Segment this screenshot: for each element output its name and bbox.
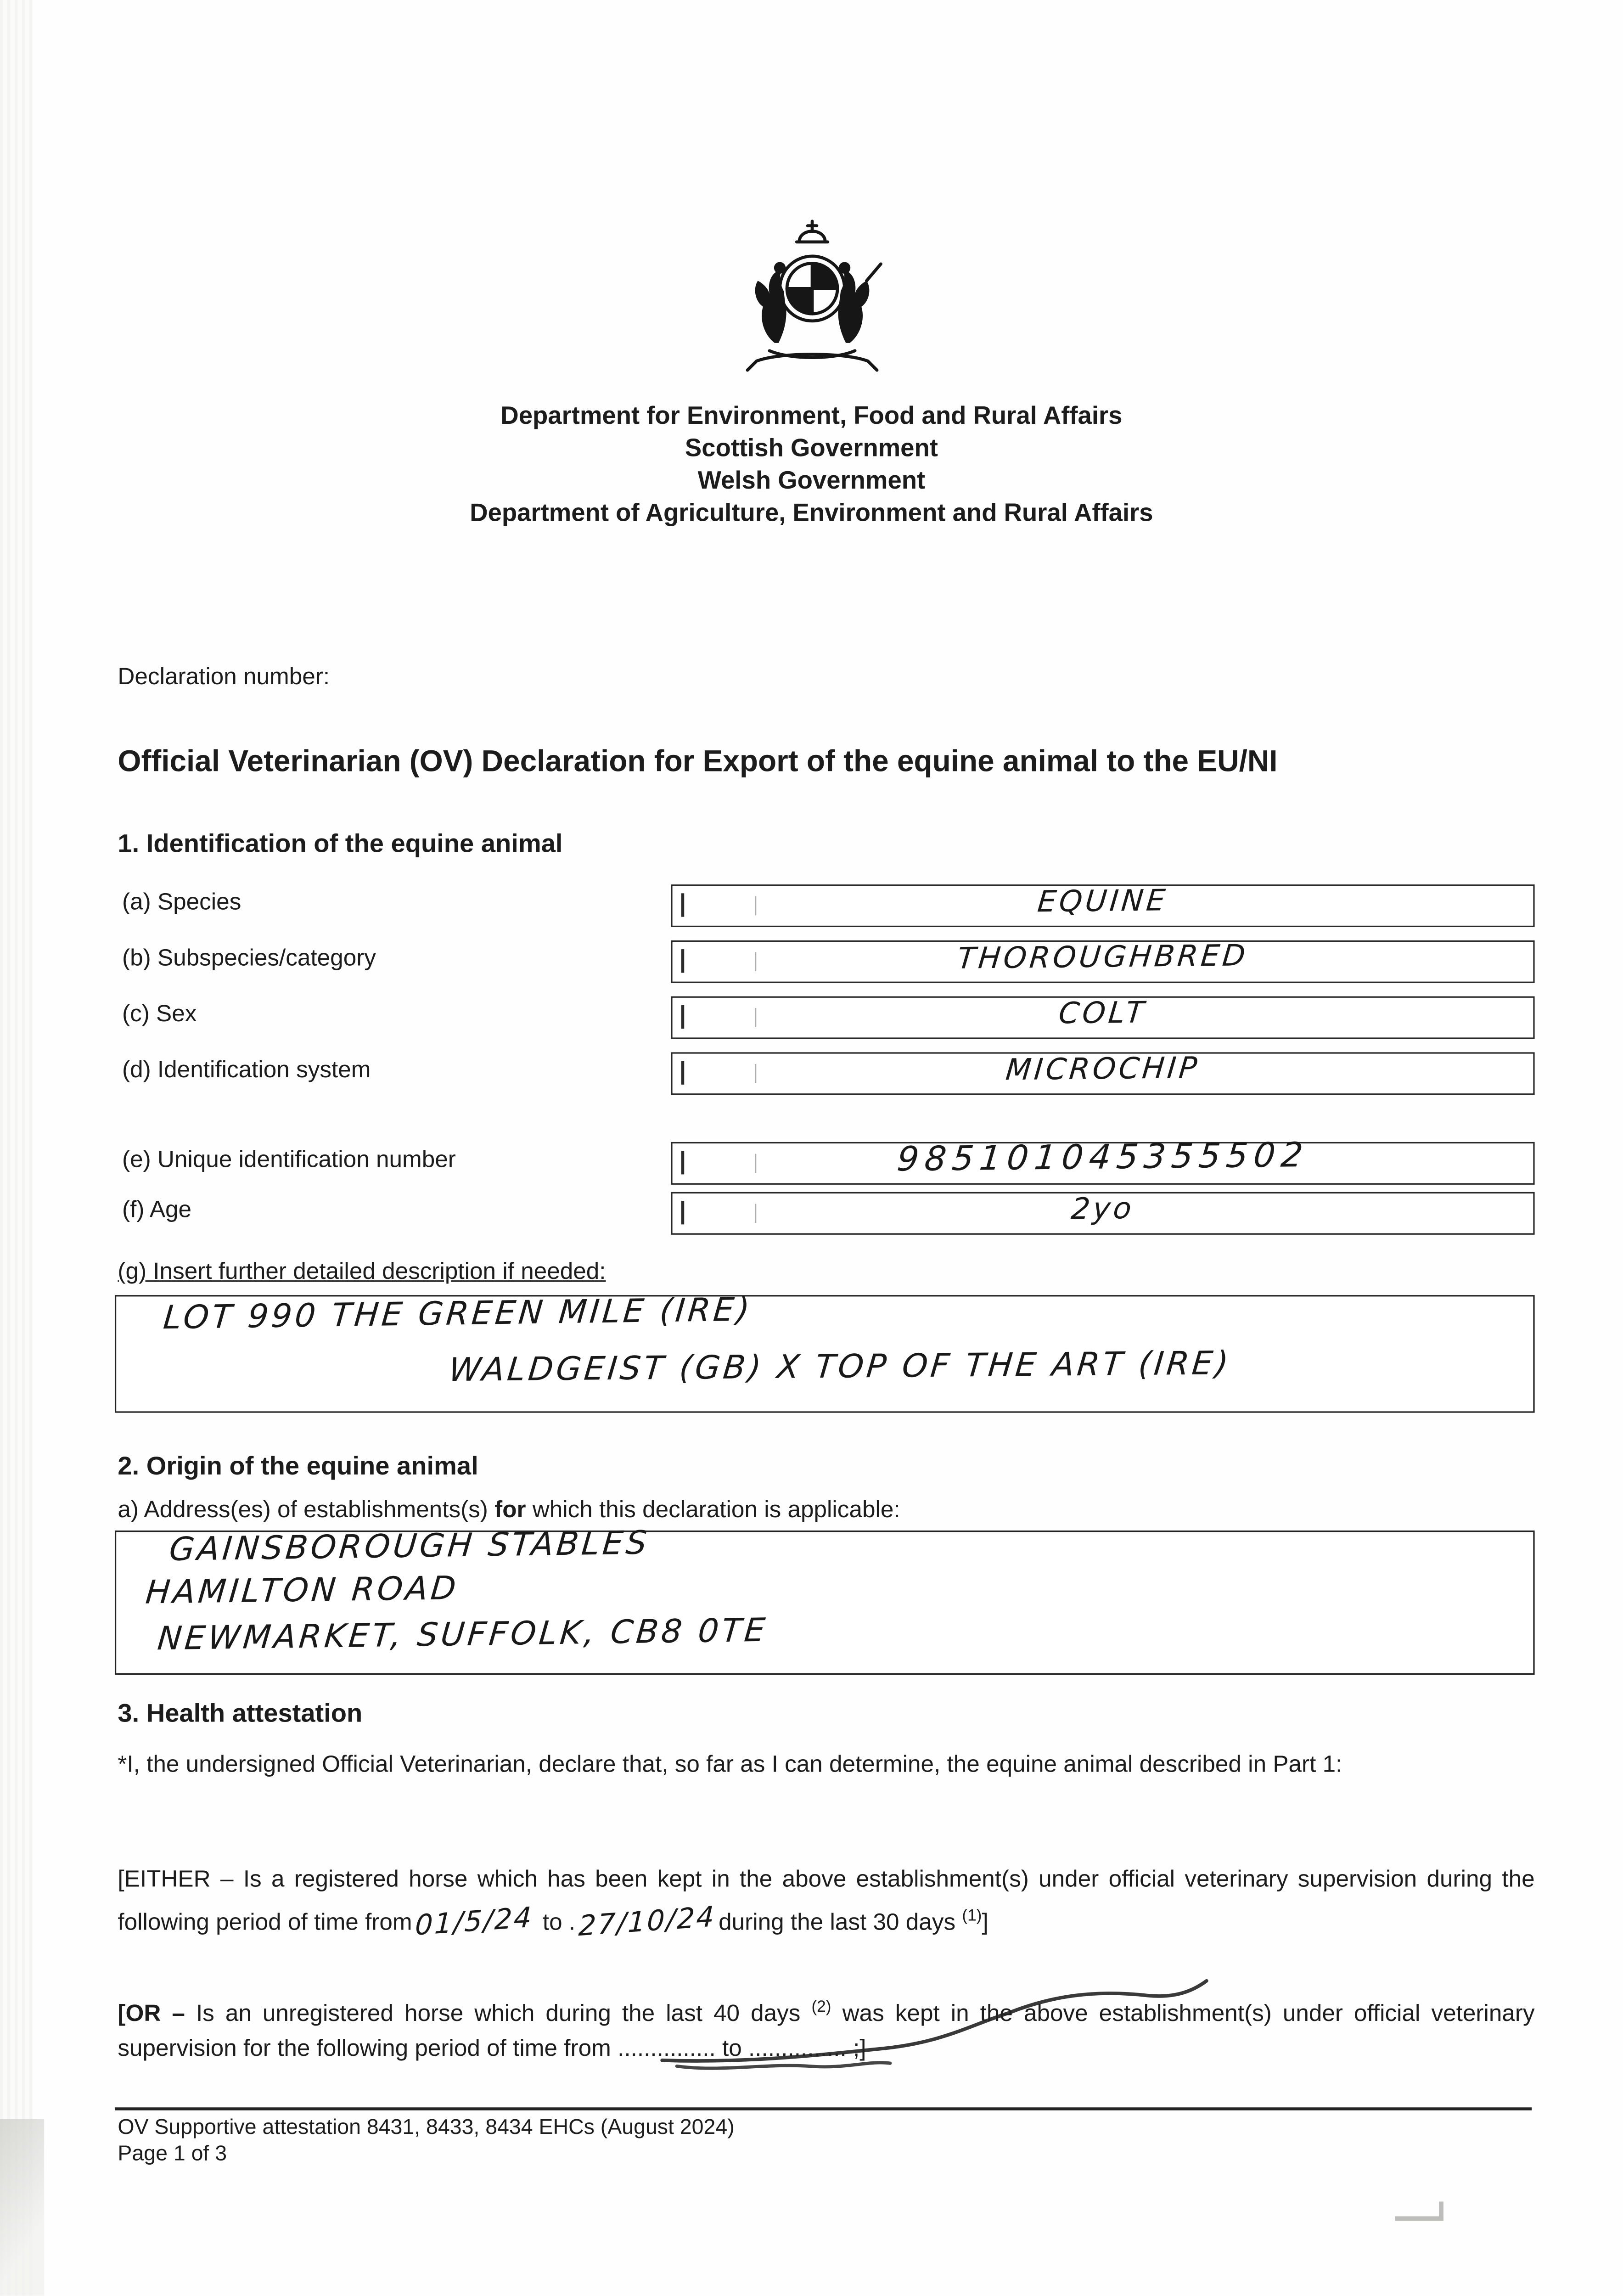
address-label-suffix: which this declaration is applicable: (526, 1498, 900, 1523)
scan-corner-artifact (0, 2119, 44, 2296)
address-field[interactable] (115, 1525, 1535, 1675)
field-label: (f) Age (122, 1198, 192, 1223)
either-text-close: ] (982, 1910, 988, 1936)
further-description-label: (g) Insert further detailed description if needed: (118, 1260, 606, 1285)
handwritten-address-line2: HAMILTON ROAD (144, 1571, 461, 1612)
org-line-daera: Department of Agriculture, Environment and Rural Affairs (470, 499, 1153, 527)
declaration-number-label: Declaration number: (118, 665, 330, 691)
handwritten-date-from: 01/5/24 (415, 1902, 534, 1943)
handwritten-value: EQUINE (1036, 882, 1170, 919)
sex-field[interactable] (671, 996, 1534, 1039)
handwritten-value: COLT (1057, 994, 1149, 1031)
or-text-part2: was kept in the above establishment(s) under official veterinary supervision for the following period of time from ............... to ............... ;] (118, 2002, 1535, 2062)
footer-attestation-ref: OV Supportive attestation 8431, 8433, 8434 EHCs (August 2024) (118, 2116, 735, 2140)
handwritten-value: MICROCHIP (1004, 1049, 1202, 1087)
field-row-sex (0, 996, 1623, 1036)
handwritten-description-line2: WALDGEIST (GB) X TOP OF THE ART (IRE) (447, 1346, 1233, 1390)
address-label-bold: for (494, 1498, 526, 1523)
royal-coat-of-arms-icon (715, 215, 910, 386)
footer-page-number: Page 1 of 3 (118, 2143, 227, 2167)
address-label-prefix: a) Address(es) of establishments(s) (118, 1498, 495, 1523)
age-field[interactable] (671, 1192, 1534, 1235)
org-line-welsh: Welsh Government (697, 466, 926, 495)
field-row-species (0, 884, 1623, 924)
field-label: (a) Species (122, 890, 241, 916)
field-row-subspecies (0, 937, 1623, 980)
handwritten-date-to: 27/10/24 (578, 1901, 716, 1944)
footnote-ref-1: (1) (962, 1907, 982, 1925)
field-label: (d) Identification system (122, 1058, 371, 1083)
or-clause (118, 1990, 1534, 2068)
handwritten-value: 985101045355502 (895, 1137, 1310, 1180)
footer-divider (115, 2107, 1532, 2110)
subspecies-field[interactable] (671, 937, 1534, 983)
field-label: (e) Unique identification number (122, 1148, 456, 1173)
handwritten-address-line1: GAINSBOROUGH STABLES (167, 1525, 651, 1570)
either-text-suffix: during the last 30 days (719, 1910, 962, 1936)
or-text-part1: Is an unregistered horse which during the last 40 days (196, 2002, 812, 2027)
either-clause (118, 1863, 1535, 1944)
address-label (118, 1498, 900, 1525)
section3-heading: 3. Health attestation (118, 1698, 363, 1728)
field-row-identification-system (0, 1049, 1623, 1092)
footnote-ref-2: (2) (811, 1998, 831, 2016)
field-label: (c) Sex (122, 1002, 197, 1027)
unique-id-field[interactable] (671, 1137, 1534, 1185)
header-departments (0, 400, 1623, 530)
handwritten-description-line1: LOT 990 THE GREEN MILE (IRE) (162, 1292, 754, 1338)
attestation-intro: *I, the undersigned Official Veterinarian, declare that, so far as I can determine, the equine animal described in Part 1: (118, 1752, 1342, 1778)
either-text-prefix: [EITHER – Is a registered horse which has been kept in the above establishment(s) under official veterinary supervision during the following period of time from (118, 1867, 1535, 1936)
org-line-scottish: Scottish Government (685, 434, 938, 462)
identification-system-field[interactable] (671, 1049, 1534, 1095)
species-field[interactable] (671, 884, 1534, 927)
section1-heading: 1. Identification of the equine animal (118, 828, 563, 858)
scan-mark-artifact (1395, 2201, 1443, 2221)
field-label: (b) Subspecies/category (122, 946, 376, 972)
handwritten-value: 2yo (1069, 1190, 1136, 1227)
further-description-field[interactable] (115, 1292, 1535, 1412)
org-line-defra: Department for Environment, Food and Rural Affairs (500, 401, 1123, 430)
field-row-age (0, 1192, 1623, 1232)
document-title: Official Veterinarian (OV) Declaration for Export of the equine animal to the EU/NI (118, 744, 1278, 779)
or-text-bold: [OR – (118, 2002, 196, 2027)
handwritten-address-line3: NEWMARKET, SUFFOLK, CB8 0TE (156, 1613, 769, 1659)
section2-heading: 2. Origin of the equine animal (118, 1451, 478, 1481)
field-row-unique-id (0, 1137, 1623, 1182)
handwritten-value: THOROUGHBRED (955, 937, 1250, 976)
either-text-mid: to . (536, 1910, 576, 1936)
